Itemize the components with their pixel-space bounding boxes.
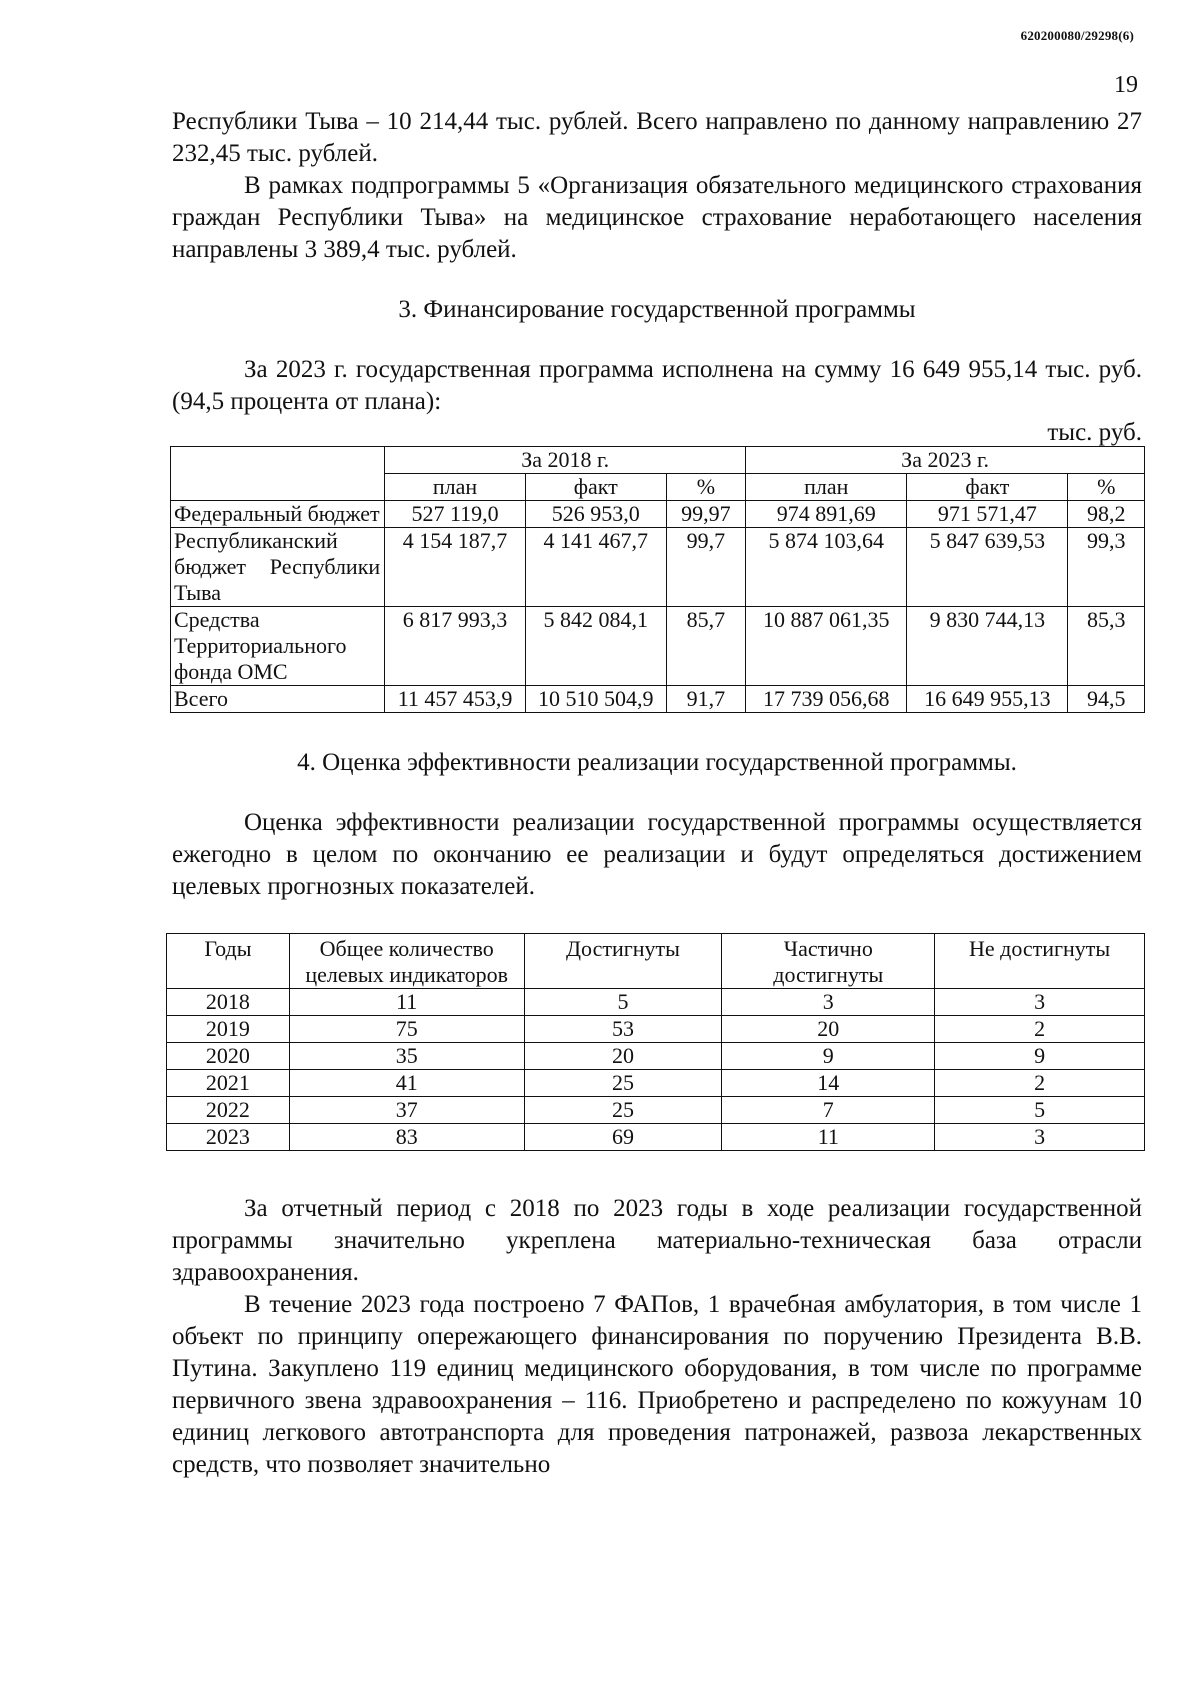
cell-pct-2018: 85,7	[666, 607, 746, 686]
col-partially-achieved: Частично достигнуты	[722, 934, 935, 989]
efficiency-header	[167, 934, 1145, 989]
efficiency-row	[167, 989, 1145, 1016]
cell-partial: 3	[722, 989, 935, 1016]
cell-not: 5	[935, 1097, 1145, 1124]
cell-plan-2018: 6 817 993,3	[385, 607, 526, 686]
efficiency-row	[167, 1124, 1145, 1151]
financing-header-year-2023: За 2023 г.	[746, 447, 1145, 474]
cell-not: 2	[935, 1016, 1145, 1043]
closing-paragraph-1: За отчетный период с 2018 по 2023 годы в ходе реализации государственной программы значительно укреплена материально-техническая база отрасли здравоохранения.	[172, 1195, 1142, 1286]
units-label: тыс. руб.	[1047, 419, 1142, 446]
financing-header-years	[171, 447, 1145, 474]
cell-fact-2018: 4 141 467,7	[525, 528, 666, 607]
cell-achieved: 25	[524, 1070, 722, 1097]
col-achieved: Достигнуты	[524, 934, 722, 989]
section-4-text: Оценка эффективности реализации государственной программы осуществляется ежегодно в целом по окончанию ее реализации и будут определяться достижением целевых прогнозных показателей.	[172, 809, 1142, 900]
financing-row-total	[171, 686, 1145, 713]
cell-fact-2023: 971 571,47	[907, 501, 1068, 528]
cell-achieved: 25	[524, 1097, 722, 1124]
section-3-heading: 3. Финансирование государственной программы	[398, 296, 916, 323]
cell-partial: 9	[722, 1043, 935, 1070]
cell-total: 83	[289, 1124, 524, 1151]
cell-plan-2018: 4 154 187,7	[385, 528, 526, 607]
cell-plan-2023: 17 739 056,68	[746, 686, 907, 713]
cell-pct-2018: 99,7	[666, 528, 746, 607]
col-years: Годы	[167, 934, 290, 989]
cell-year: 2023	[167, 1124, 290, 1151]
col-not-achieved: Не достигнуты	[935, 934, 1145, 989]
cell-plan-2018: 11 457 453,9	[385, 686, 526, 713]
efficiency-row	[167, 1043, 1145, 1070]
cell-pct-2023: 94,5	[1068, 686, 1145, 713]
page-content	[172, 106, 1142, 1481]
col-fact-2023: факт	[907, 474, 1068, 501]
cell-year: 2020	[167, 1043, 290, 1070]
cell-plan-2018: 527 119,0	[385, 501, 526, 528]
efficiency-row	[167, 1016, 1145, 1043]
col-fact-2018: факт	[525, 474, 666, 501]
cell-total: 35	[289, 1043, 524, 1070]
cell-achieved: 53	[524, 1016, 722, 1043]
cell-partial: 7	[722, 1097, 935, 1124]
cell-plan-2023: 5 874 103,64	[746, 528, 907, 607]
cell-year: 2018	[167, 989, 290, 1016]
cell-not: 3	[935, 989, 1145, 1016]
cell-pct-2018: 99,97	[666, 501, 746, 528]
efficiency-row	[167, 1097, 1145, 1124]
cell-not: 9	[935, 1043, 1145, 1070]
cell-partial: 11	[722, 1124, 935, 1151]
intro-paragraph-2: В рамках подпрограммы 5 «Организация обязательного медицинского страхования граждан Республики Тыва» на медицинское страхование неработающего населения направлены 3 389,4 тыс. рублей.	[172, 172, 1142, 263]
financing-header-year-2018: За 2018 г.	[385, 447, 746, 474]
cell-partial: 20	[722, 1016, 935, 1043]
cell-fact-2018: 526 953,0	[525, 501, 666, 528]
col-pct-2018: %	[666, 474, 746, 501]
cell-fact-2018: 5 842 084,1	[525, 607, 666, 686]
financing-row-oms	[171, 607, 1145, 686]
cell-year: 2022	[167, 1097, 290, 1124]
row-label: Федеральный бюджет	[171, 501, 385, 528]
col-plan-2018: план	[385, 474, 526, 501]
row-label: Средства Территориального фонда ОМС	[171, 607, 385, 686]
row-label: Всего	[171, 686, 385, 713]
cell-total: 41	[289, 1070, 524, 1097]
section-3-text: За 2023 г. государственная программа исполнена на сумму 16 649 955,14 тыс. руб. (94,5 процента от плана):	[172, 356, 1142, 415]
efficiency-table	[166, 933, 1145, 1151]
section-4-heading: 4. Оценка эффективности реализации государственной программы.	[297, 749, 1017, 776]
cell-achieved: 5	[524, 989, 722, 1016]
cell-achieved: 20	[524, 1043, 722, 1070]
cell-year: 2019	[167, 1016, 290, 1043]
page-number: 19	[1114, 72, 1138, 98]
col-total-indicators: Общее количество целевых индикаторов	[289, 934, 524, 989]
cell-not: 2	[935, 1070, 1145, 1097]
cell-total: 75	[289, 1016, 524, 1043]
row-label: Республиканский бюджет Республики Тыва	[171, 528, 385, 607]
financing-row-federal	[171, 501, 1145, 528]
cell-plan-2023: 10 887 061,35	[746, 607, 907, 686]
closing-paragraph-2: В течение 2023 года построено 7 ФАПов, 1 врачебная амбулатория, в том числе 1 объект по принципу опережающего финансирования по поручению Президента В.В. Путина. Закуплено 119 единиц медицинского оборудования, в том числе по программе первичного звена здравоохранения – 116. Приобретено и распределено по кожуунам 10 единиц легкового автотранспорта для проведения патронажей, развоза лекарственных средств, что позволяет значительно	[172, 1291, 1142, 1478]
cell-pct-2023: 85,3	[1068, 607, 1145, 686]
cell-pct-2018: 91,7	[666, 686, 746, 713]
cell-not: 3	[935, 1124, 1145, 1151]
cell-fact-2023: 16 649 955,13	[907, 686, 1068, 713]
cell-pct-2023: 98,2	[1068, 501, 1145, 528]
cell-achieved: 69	[524, 1124, 722, 1151]
cell-fact-2023: 5 847 639,53	[907, 528, 1068, 607]
cell-fact-2018: 10 510 504,9	[525, 686, 666, 713]
financing-header-empty	[171, 447, 385, 501]
cell-plan-2023: 974 891,69	[746, 501, 907, 528]
cell-fact-2023: 9 830 744,13	[907, 607, 1068, 686]
document-id: 620200080/29298(6)	[1020, 28, 1134, 43]
financing-row-republican	[171, 528, 1145, 607]
cell-year: 2021	[167, 1070, 290, 1097]
financing-table	[170, 446, 1145, 713]
intro-paragraph-1: Республики Тыва – 10 214,44 тыс. рублей. Всего направлено по данному направлению 27 232,45 тыс. рублей.	[172, 108, 1142, 167]
col-plan-2023: план	[746, 474, 907, 501]
cell-total: 37	[289, 1097, 524, 1124]
efficiency-row	[167, 1070, 1145, 1097]
cell-pct-2023: 99,3	[1068, 528, 1145, 607]
cell-partial: 14	[722, 1070, 935, 1097]
cell-total: 11	[289, 989, 524, 1016]
col-pct-2023: %	[1068, 474, 1145, 501]
